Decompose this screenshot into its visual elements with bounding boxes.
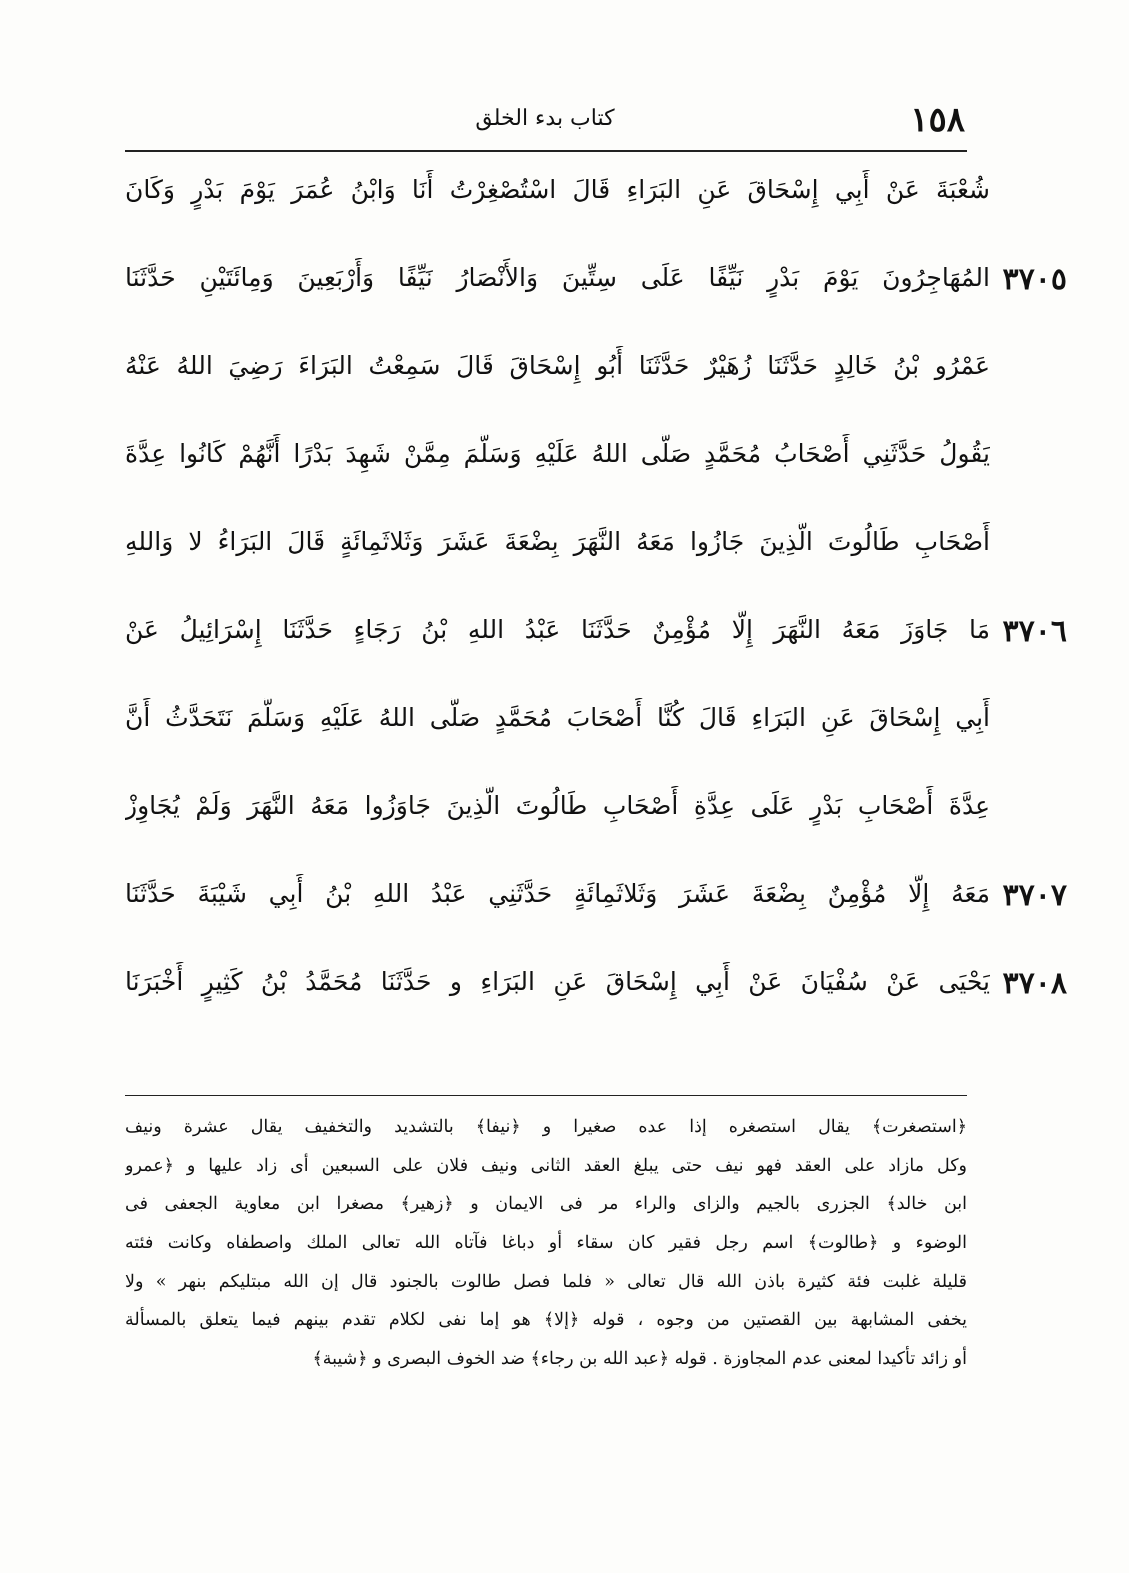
hadith-number: ٣٧٠٥ [1002,262,1067,297]
page-header [125,96,965,146]
footnote-line: قليلة غلبت فئة كثيرة باذن الله قال تعالى « فلما فصل طالوت بالجنود قال إن الله مبتليكم بنهر » ولا [125,1271,967,1292]
book-title: كتاب بدء الخلق [475,106,615,131]
text-line [125,512,1129,572]
hadith-number: ٣٧٠٧ [1002,878,1067,913]
footnotes [125,1108,967,1379]
text-line [125,952,1129,1012]
footnote-line: ﴿استصغرت﴾ يقال استصغره إذا عده صغيرا و ﴿نيفا﴾ بالتشديد والتخفيف يقال عشرة ونيف [125,1117,967,1137]
line-text: المُهَاجِرُونَ يَوْمَ بَدْرٍ نَيِّفًا عَلَى سِتِّينَ وَالأَنْصَارُ نَيِّفًا وَأَرْبَعِينَ وَمِائَتَيْنِ حَدَّثَنَا [125,263,990,292]
text-line [125,424,1129,484]
footnote-line: ابن خالد﴾ الجزرى بالجيم والزاى والراء مر فى الايمان و ﴿زهير﴾ مصغرا ابن معاوية الجعفى فى [125,1194,967,1215]
text-line [125,336,1129,396]
text-line [125,600,1129,660]
text-line [125,160,1129,220]
hadith-number: ٣٧٠٨ [1002,966,1067,1001]
text-line [125,248,1129,308]
footnote-line: الوضوء و ﴿طالوت﴾ اسم رجل فقير كان سقاء أو دباغا فآتاه الله تعالى الملك واصطفاه وكانت فئته [125,1233,967,1254]
header-divider [125,150,967,152]
line-text: شُعْبَةَ عَنْ أَبِي إِسْحَاقَ عَنِ البَرَاءِ قَالَ اسْتُصْغِرْتُ أَنَا وَابْنُ عُمَرَ يَوْمَ بَدْرٍ وَكَانَ [125,175,990,204]
footnote-divider [125,1095,967,1096]
footnote-line: يخفى المشابهة بين القصتين من وجوه ، قوله ﴿إلا﴾ هو إما نفى لكلام تقدم بينهم فيما يتعلق بالمسألة [125,1310,967,1331]
line-text: مَعَهُ إِلَّا مُؤْمِنٌ بِضْعَةَ عَشَرَ وَثَلاثَمِائَةٍ حَدَّثَنِي عَبْدُ اللهِ بْنُ أَبِي شَيْبَةَ حَدَّثَنَا [125,879,990,908]
text-line [125,688,1129,748]
line-text: يَحْيَى عَنْ سُفْيَانَ عَنْ أَبِي إِسْحَاقَ عَنِ البَرَاءِ و حَدَّثَنَا مُحَمَّدُ بْنُ كَثِيرٍ أَخْبَرَنَا [125,967,990,996]
line-text: عَمْرُو بْنُ خَالِدٍ حَدَّثَنَا زُهَيْرٌ حَدَّثَنَا أَبُو إِسْحَاقَ قَالَ سَمِعْتُ البَرَاءَ رَضِيَ اللهُ عَنْهُ [125,351,990,380]
line-text: يَقُولُ حَدَّثَنِي أَصْحَابُ مُحَمَّدٍ صَلَّى اللهُ عَلَيْهِ وَسَلَّمَ مِمَّنْ شَهِدَ بَدْرًا أَنَّهُمْ كَانُوا عِدَّةَ [125,439,990,468]
text-line [125,776,1129,836]
line-text: أَصْحَابِ طَالُوتَ الَّذِينَ جَازُوا مَعَهُ النَّهَرَ بِضْعَةَ عَشَرَ وَثَلاثَمِائَةٍ قَالَ البَرَاءُ لا وَاللهِ [125,527,990,556]
footnote-line: أو زائد تأكيدا لمعنى عدم المجاوزة . قوله ﴿عبد الله بن رجاء﴾ ضد الخوف البصرى و ﴿شيبة﴾ [312,1349,967,1370]
page-number: ١٥٨ [910,100,965,140]
text-line [125,864,1129,924]
line-text: عِدَّةَ أَصْحَابِ بَدْرٍ عَلَى عِدَّةِ أَصْحَابِ طَالُوتَ الَّذِينَ جَاوَزُوا مَعَهُ النَّهَرَ وَلَمْ يُجَاوِزْ [125,791,990,820]
line-text: أَبِي إِسْحَاقَ عَنِ البَرَاءِ قَالَ كُنَّا أَصْحَابَ مُحَمَّدٍ صَلَّى اللهُ عَلَيْهِ وَسَلَّمَ نَتَحَدَّثُ أَنَّ [125,703,990,732]
line-text: مَا جَاوَزَ مَعَهُ النَّهَرَ إِلَّا مُؤْمِنٌ حَدَّثَنَا عَبْدُ اللهِ بْنُ رَجَاءٍ حَدَّثَنَا إِسْرَائِيلُ عَنْ [125,615,990,644]
hadith-number: ٣٧٠٦ [1002,614,1067,649]
footnote-line: وكل مازاد على العقد فهو نيف حتى يبلغ العقد الثانى ونيف فلان على السبعين أى زاد عليها و ﴿عمرو [125,1155,967,1176]
